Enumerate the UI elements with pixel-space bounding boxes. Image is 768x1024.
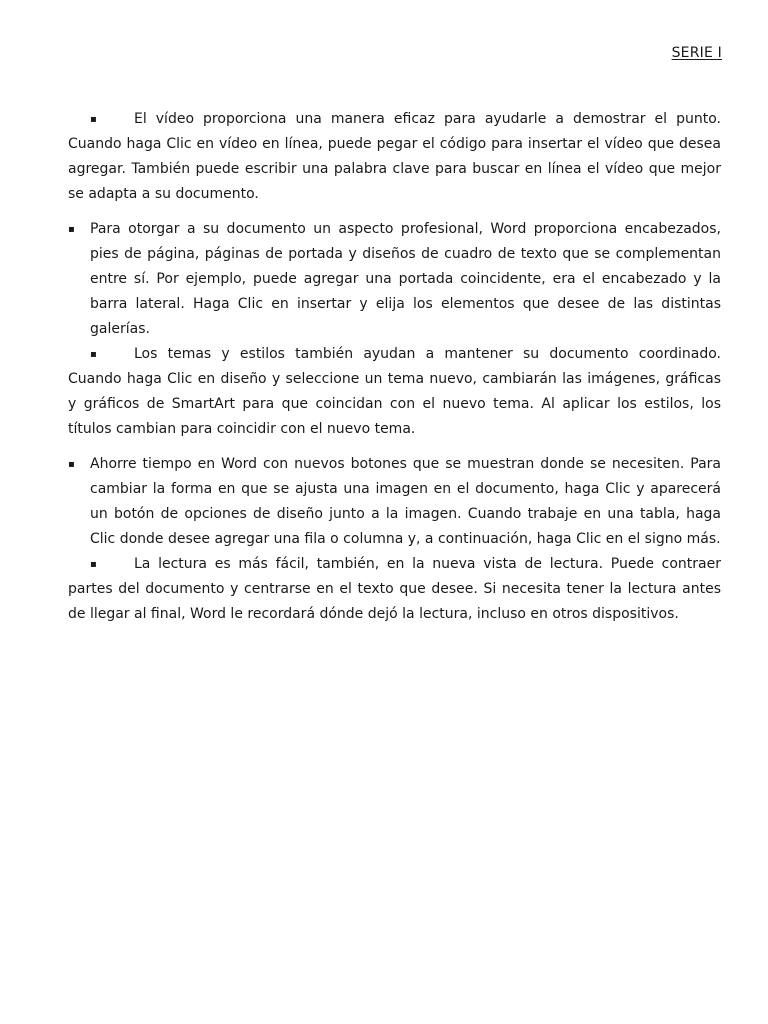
paragraph-text: El vídeo proporciona una manera eficaz para ayudarle a demostrar el punto. Cuando haga Clic en vídeo en línea, puede pegar el código para insertar el vídeo que desea agregar. También puede escribir una palabra clave para buscar en línea el vídeo que mejor se adapta a su documento. [68, 111, 721, 202]
bullet-icon: ▪ [68, 224, 75, 235]
spacer [68, 207, 721, 217]
paragraph-text: Los temas y estilos también ayudan a mantener su documento coordinado. Cuando haga Clic en diseño y seleccione un tema nuevo, cambiarán las imágenes, gráficas y gráficos de SmartArt para que coincidan con el nuevo tema. Al aplicar los estilos, los títulos cambian para coincidir con el nuevo tema. [68, 346, 721, 437]
page-header-label: SERIE I [671, 45, 722, 61]
spacer [68, 442, 721, 452]
bullet-icon: ▪ [90, 559, 97, 570]
bullet-icon: ▪ [90, 349, 97, 360]
paragraph-3 [68, 342, 721, 442]
bullet-icon: ▪ [68, 459, 75, 470]
paragraph-text: Ahorre tiempo en Word con nuevos botones que se muestran donde se necesiten. Para cambiar la forma en que se ajusta una imagen en el documento, haga Clic y aparecerá un botón de opciones de diseño junto a la imagen. Cuando trabaje en una tabla, haga Clic donde desee agregar una fila o columna y, a continuación, haga Clic en el signo más. [90, 456, 721, 547]
bullet-icon: ▪ [90, 114, 97, 125]
paragraph-2 [68, 217, 721, 342]
paragraph-text: Para otorgar a su documento un aspecto profesional, Word proporciona encabezados, pies de página, páginas de portada y diseños de cuadro de texto que se complementan entre sí. Por ejemplo, puede agregar una portada coincidente, era el encabezado y la barra lateral. Haga Clic en insertar y elija los elementos que desee de las distintas galerías. [90, 221, 721, 337]
paragraph-text: La lectura es más fácil, también, en la nueva vista de lectura. Puede contraer partes del documento y centrarse en el texto que desee. Si necesita tener la lectura antes de llegar al final, Word le recordará dónde dejó la lectura, incluso en otros dispositivos. [68, 556, 721, 622]
paragraph-4 [68, 452, 721, 552]
paragraph-5 [68, 552, 721, 627]
paragraph-1 [68, 107, 721, 207]
document-body [68, 107, 721, 627]
